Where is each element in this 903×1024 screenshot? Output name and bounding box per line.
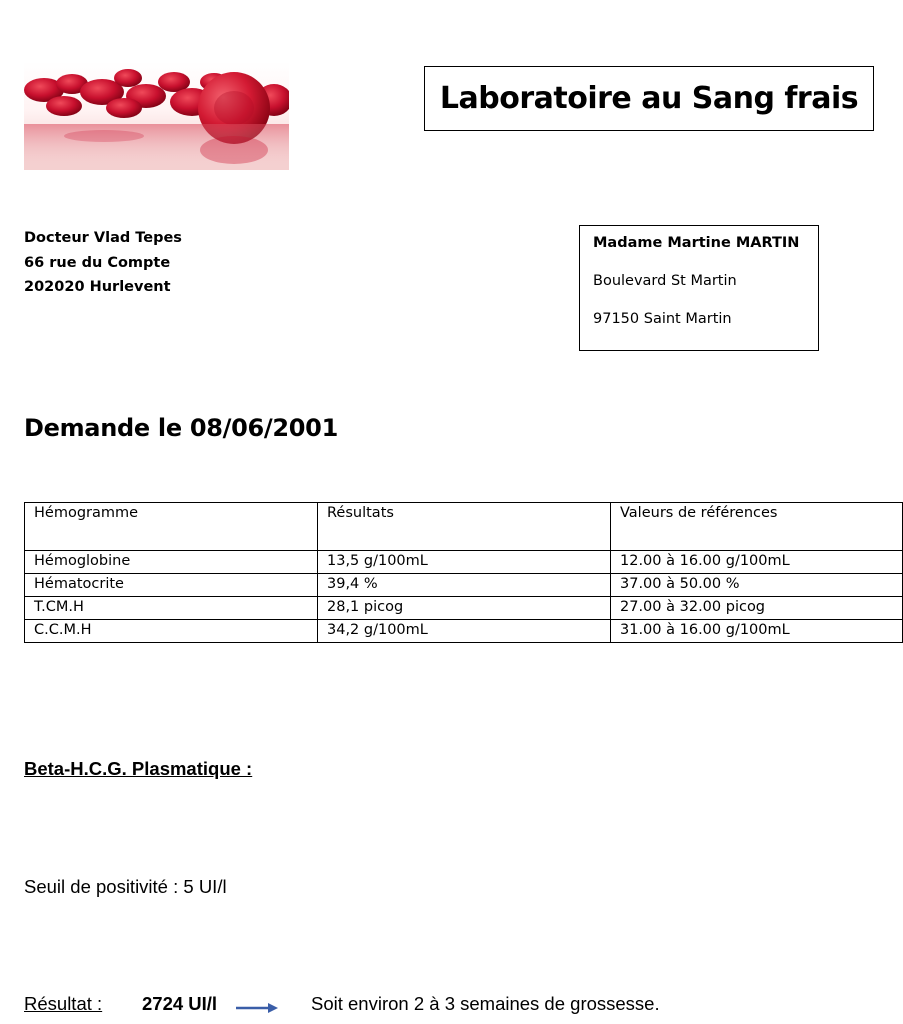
column-header: Résultats (318, 503, 611, 551)
red-blood-cells-icon (24, 62, 289, 170)
table-cell: 12.00 à 16.00 g/100mL (611, 551, 903, 574)
doctor-address-block (24, 226, 182, 300)
request-date-heading: Demande le 08/06/2001 (24, 414, 338, 442)
table-header-row (25, 503, 903, 551)
patient-street: Boulevard St Martin (593, 273, 737, 289)
table-cell: 28,1 picog (318, 597, 611, 620)
result-value: 2724 UI/l (142, 993, 218, 1014)
patient-city: 97150 Saint Martin (593, 311, 732, 327)
result-interpretation: Soit environ 2 à 3 semaines de grossesse. (311, 993, 660, 1014)
lab-title-box (424, 66, 874, 131)
table-row (25, 551, 903, 574)
doctor-name: Docteur Vlad Tepes (24, 230, 182, 246)
hcg-result-line (24, 993, 884, 1019)
table-row (25, 597, 903, 620)
table-cell: 34,2 g/100mL (318, 620, 611, 643)
table-row (25, 574, 903, 597)
table-cell: Hématocrite (25, 574, 318, 597)
lab-logo-blood-cells (24, 62, 289, 170)
result-label: Résultat : (24, 993, 103, 1014)
doctor-city: 202020 Hurlevent (24, 279, 171, 295)
table-cell: 13,5 g/100mL (318, 551, 611, 574)
patient-address-box (579, 225, 819, 351)
patient-name: Madame Martine MARTIN (593, 235, 800, 251)
table-cell: 27.00 à 32.00 picog (611, 597, 903, 620)
table-cell: T.CM.H (25, 597, 318, 620)
table-cell: C.C.M.H (25, 620, 318, 643)
table-cell: 39,4 % (318, 574, 611, 597)
table-cell: 31.00 à 16.00 g/100mL (611, 620, 903, 643)
arrow-right-icon (236, 998, 278, 1012)
table-cell: 37.00 à 50.00 % (611, 574, 903, 597)
column-header: Valeurs de références (611, 503, 903, 551)
table-row (25, 620, 903, 643)
lab-title: Laboratoire au Sang frais (439, 81, 859, 116)
hcg-threshold: Seuil de positivité : 5 UI/l (24, 876, 227, 897)
hcg-section-title: Beta-H.C.G. Plasmatique : (24, 758, 253, 779)
column-header: Hémogramme (25, 503, 318, 551)
doctor-street: 66 rue du Compte (24, 254, 171, 271)
hemogram-table (24, 502, 903, 643)
table-cell: Hémoglobine (25, 551, 318, 574)
